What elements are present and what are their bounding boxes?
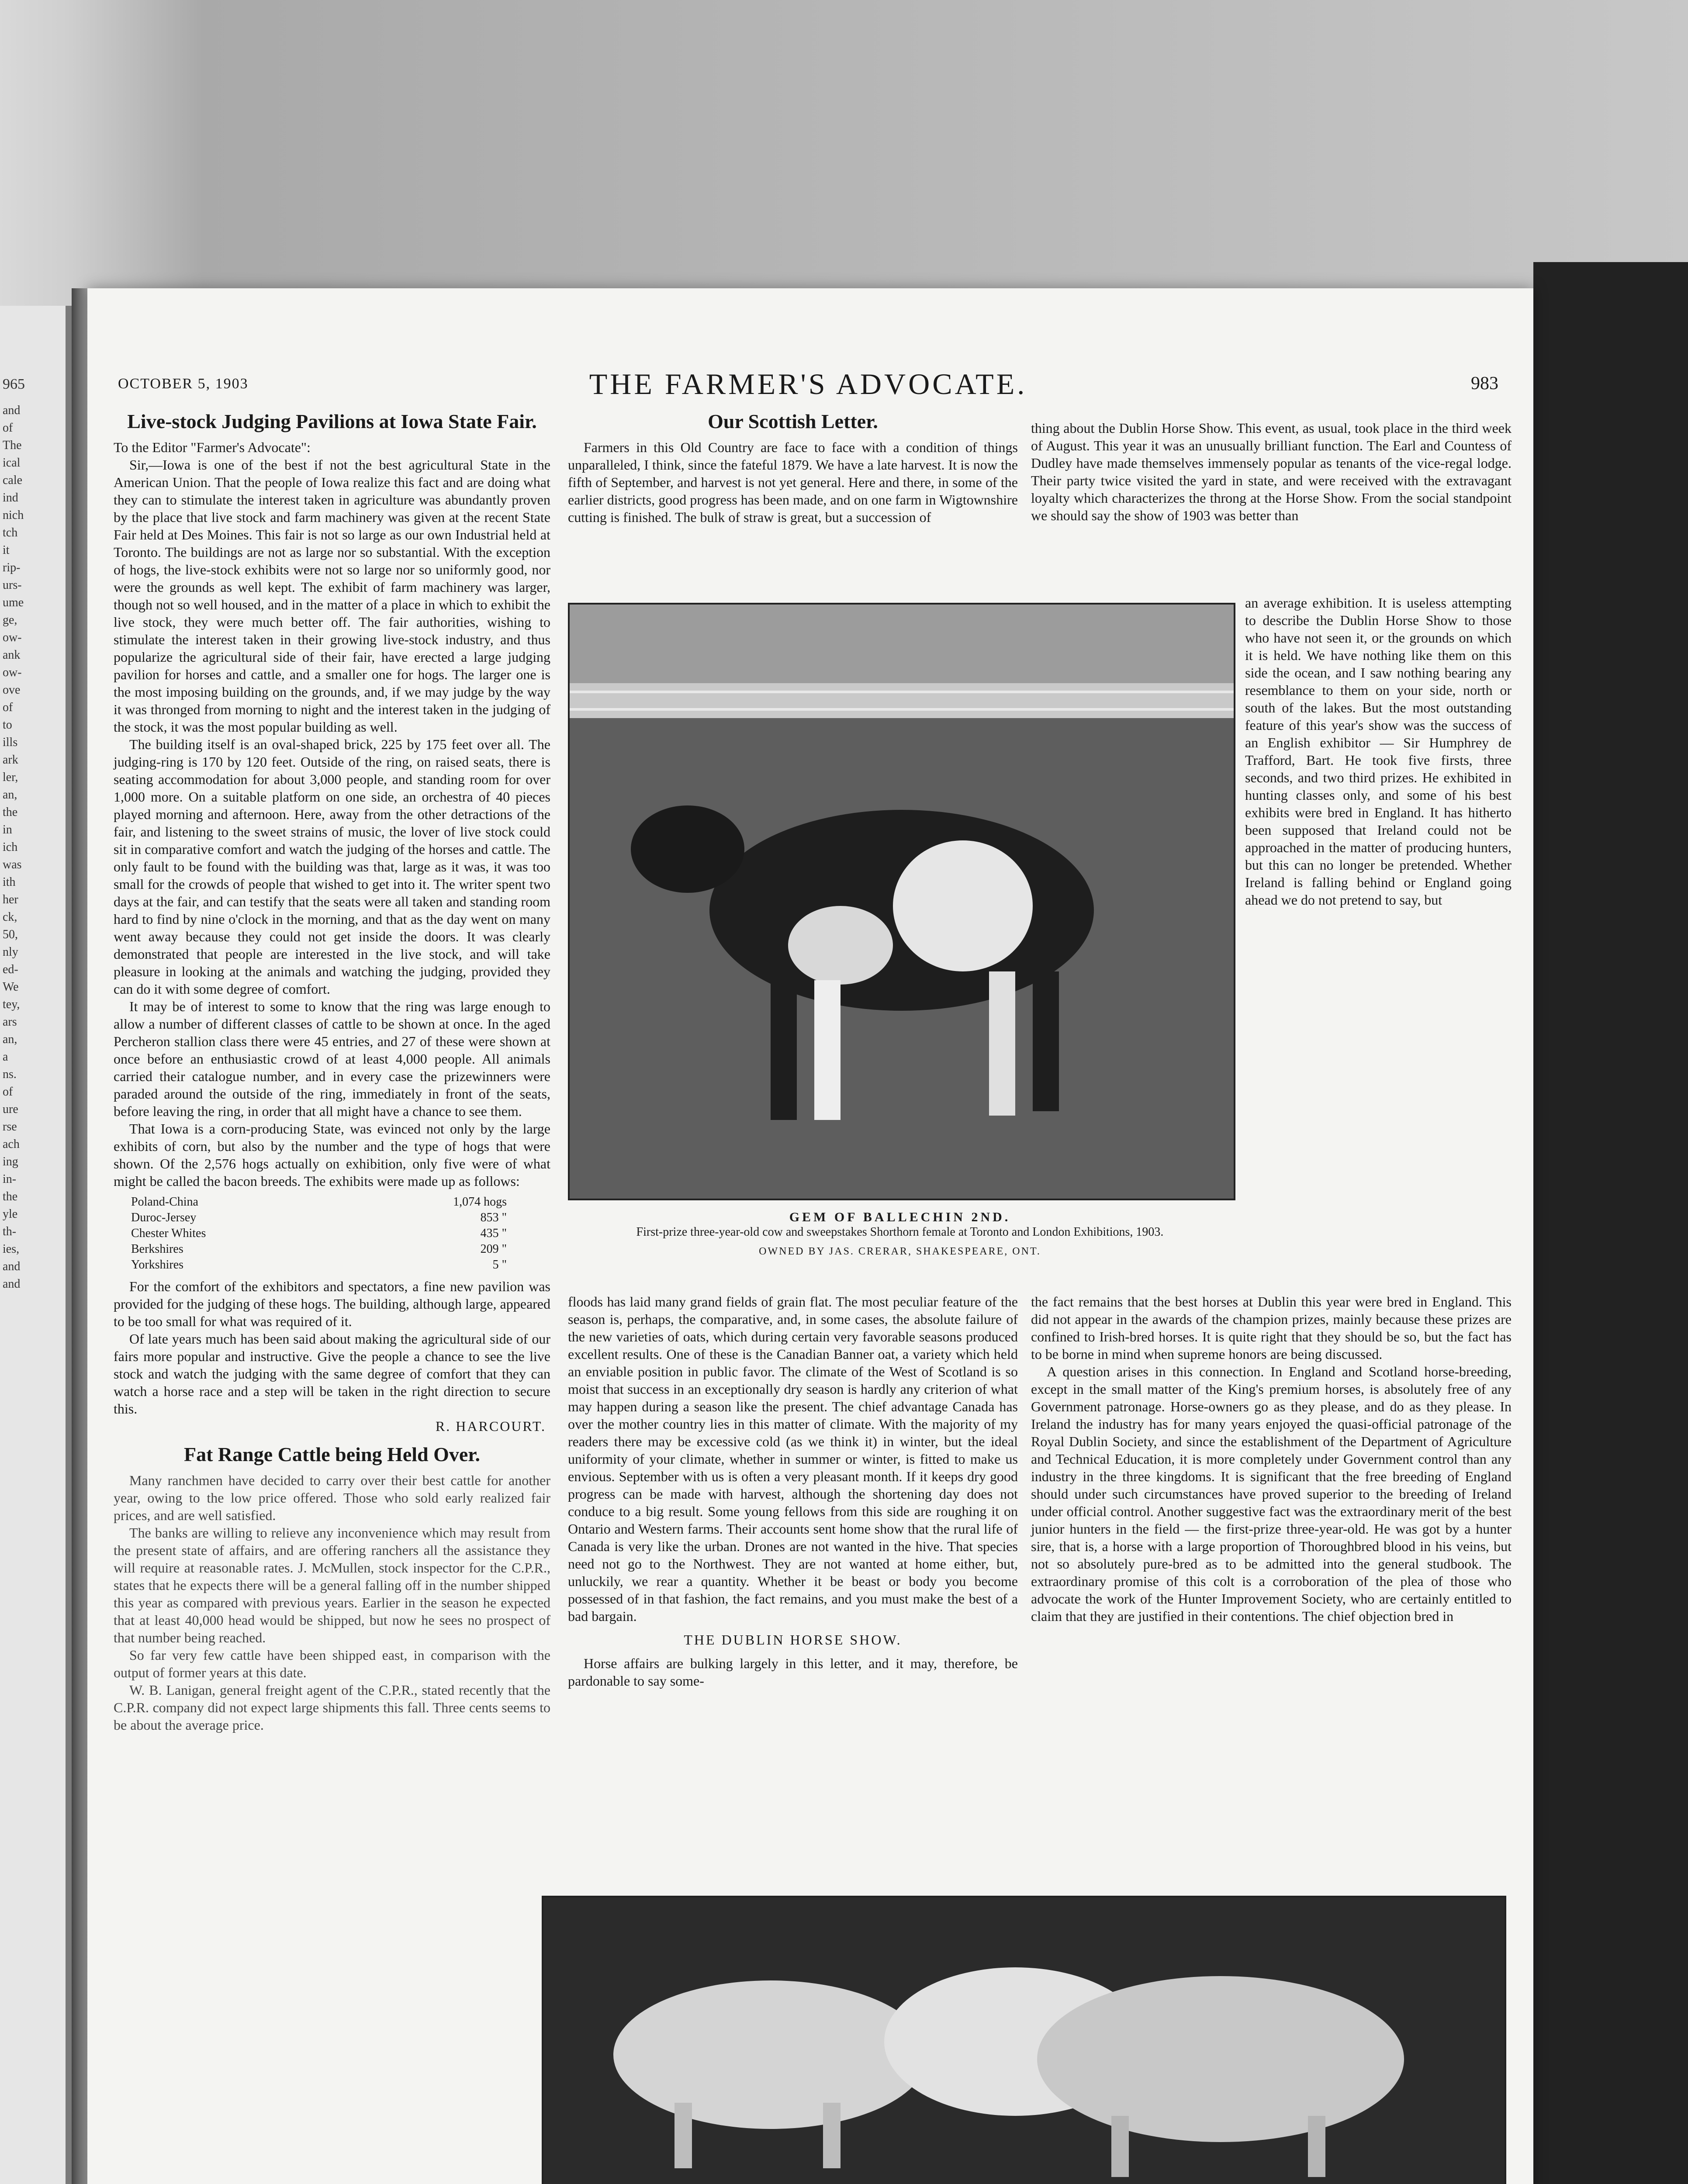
headline-iowa: Live-stock Judging Pavilions at Iowa State Fair.: [127, 410, 537, 432]
facing-page-fragment: ark: [3, 753, 18, 767]
hog-exhibit-table: [131, 1194, 507, 1273]
facing-page-fragment: ies,: [3, 1242, 20, 1256]
facing-page-fragment: 50,: [3, 928, 18, 941]
headline-range-cattle: Fat Range Cattle being Held Over.: [183, 1443, 480, 1465]
facing-page-fragment: in: [3, 823, 12, 836]
facing-page-fragment: The: [3, 439, 22, 452]
facing-page-fragment: ical: [3, 456, 21, 470]
facing-page-fragment: ow-: [3, 631, 22, 644]
facing-page-fragment: the: [3, 1190, 18, 1203]
facing-page-fragment: urs-: [3, 578, 22, 592]
page-number: 983: [1471, 373, 1498, 394]
range-paragraph-2: The banks are willing to relieve any inconvenience which may result from the present state of affairs, and are offering ranchers all the assistance they will require at reasonable rates. J. McMullen, stock inspector for the C.P.R., states that he expects there will be a general falling off in the number shipped this year as compared with previous years. Earlier in the season he expected that at least 40,000 head would be shipped, but now he sees no prospect of that number being reached.: [114, 1525, 550, 1645]
scottish-paragraph-2: floods has laid many grand fields of grain flat. The most peculiar feature of the season is, perhaps, the comparative, and, in some cases, the absolute failure of the new varieties of oats, which during certain very favorable seasons produced excellent results. One of these is the Canadian Banner oat, a variety which held an enviable position in public favor. The climate of the West of Scotland is so moist that success in an exceptionally dry season is hardly any criterion of what may happen during a season like the present. The chief advantage Canada has over the mother country lies in this matter of climate. With the majority of my readers there may be excessive cold (as we think it) in winter, but the ideal uniformity of your climate, whether in summer or winter, is fitted to make us envious. September with us is often a very pleasant month. If it keeps dry good progress can be made with harvest, although the shortening day does not conduce to a big result. Some young fellows from this side are roughing it on Ontario and Western farms. Their accounts sent home show that the rural life of Canada is very like the urban. Drones are not wanted in the hive. That species need not go to the Northwest. They are not wanted at home either, but, unluckily, we rear a quantity. Whether it be beast or body you become possessed of in that fashion, the fact remains, and you must make the best of a bad bargain.: [568, 1294, 1018, 1624]
facing-page-fragment: was: [3, 858, 22, 871]
cow-photo-owner: OWNED BY JAS. CRERAR, SHAKESPEARE, ONT.: [759, 1246, 1041, 1257]
scottish-paragraph-3: Horse affairs are bulking largely in this letter, and it may, therefore, be pardonable to say some-: [568, 1655, 1018, 1689]
dark-margin: [1533, 262, 1688, 2184]
iowa-paragraph-1: Sir,—Iowa is one of the best if not the best agricultural State in the American Union. That the people of Iowa realize this fact and are doing what they can to stimulate the interest taken in agriculture was abundantly proven by the place that live stock and farm machinery was given at the recent State Fair held at Des Moines. This fair is not so large as our own Industrial held at Toronto. The buildings are not as large nor so substantial. With the exception of hogs, the live-stock exhibits were not so large nor so uniformly good, nor were the grounds as well kept. The exhibit of farm machinery was larger, though not so well housed, and in the matter of a place in which to exhibit the live stock, they were much better off. The fair authorities, wishing to stimulate the interest taken in their growing live-stock industry, and thus popularize the agricultural side of their fair, have erected a large judging pavilion for horses and cattle, and a smaller one for hogs. The larger one is the most imposing building on the grounds, and, if we may judge by the way it was thronged from morning to night and the interest taken in the judging of the stock, it was the most popular building as well.: [114, 457, 550, 735]
facing-page-fragment: ach: [3, 1137, 20, 1151]
facing-page-fragment: and: [3, 1277, 21, 1291]
cow-photo-illustration: [570, 605, 1234, 1199]
facing-page-fragment: ove: [3, 683, 21, 697]
table-row: [131, 1194, 507, 1210]
count-cell: 209 ": [480, 1242, 507, 1256]
facing-page-fragment: and: [3, 404, 21, 417]
breed-cell: Berkshires: [131, 1242, 183, 1256]
dublin-horse-show-subhead: THE DUBLIN HORSE SHOW.: [684, 1632, 902, 1648]
facing-page-fragment: of: [3, 421, 13, 435]
cow-caption: [568, 1210, 1232, 1258]
facing-page-fragment: ume: [3, 596, 24, 609]
facing-page-fragment: ars: [3, 1015, 17, 1029]
facing-page-fragment: yle: [3, 1207, 18, 1221]
book-spine: [72, 288, 89, 2184]
facing-page-fragment: a: [3, 1050, 8, 1064]
dublin-paragraph-1: thing about the Dublin Horse Show. This event, as usual, took place in the third week of August. This year it was an unusually brilliant function. The Earl and Countess of Dudley have made themselves immensely popular as tenants of the vice-regal lodge. Their party twice visited the yard in state, and were received with the extravagant loyalty which characterizes the throng at the Horse Show. From the social standpoint we should say the show of 1903 was better than: [1031, 420, 1512, 523]
column-2-mid: [568, 1293, 1018, 1690]
iowa-paragraph-4: That Iowa is a corn-producing State, was evinced not only by the large exhibits of corn, but also by the number and the type of hogs that were shown. Of the 2,576 hogs actually on exhibition, only five were of what might be called the bacon breeds. The exhibits were made up as follows:: [114, 1121, 550, 1189]
column-3-narrow: [1245, 594, 1512, 909]
facing-page-fragment: in-: [3, 1172, 17, 1186]
facing-page-fragment: ck,: [3, 910, 17, 924]
facing-page-fragment: the: [3, 805, 18, 819]
facing-page-number: 965: [3, 376, 25, 392]
facing-page-fragment: cale: [3, 473, 23, 487]
facing-page-fragment: ind: [3, 491, 18, 505]
count-cell: 853 ": [480, 1211, 507, 1224]
page-header: [118, 367, 1498, 402]
facing-page-fragment: ills: [3, 736, 18, 749]
range-paragraph-1: Many ranchmen have decided to carry over their best cattle for another year, owing to the low price offered. Those who sold early realized fair prices, and are well satisfied.: [114, 1472, 550, 1523]
pigs-photograph: [542, 1896, 1506, 2184]
dublin-paragraph-2: an average exhibition. It is useless attempting to describe the Dublin Horse Show to those who have not seen it, or the grounds on which it is held. We have nothing like them on this side the ocean, and I saw nothing bearing any resemblance to them on your side, north or south of the lakes. But the most outstanding feature of this year's show was the success of an English exhibitor — Sir Humphrey de Trafford, Bart. He took five firsts, three seconds, and two third prizes. He exhibited in hunting classes only, and some of his best exhibits were bred in England. It has hitherto been supposed that Ireland could not be approached in the matter of producing hunters, but this can no longer be pretended. Whether Ireland is falling behind or England going ahead we do not pretend to say, but: [1245, 595, 1512, 908]
scottish-paragraph-1: Farmers in this Old Country are face to face with a condition of things unparalleled, I think, since the fateful 1879. We have a late harvest. It is now the fifth of September, and harvest is not yet general. Here and there, in some of the earlier districts, good progress has been made, and on one farm in Wigtownshire cutting is finished. The bulk of straw is great, but a succession of: [568, 439, 1018, 525]
facing-page-fragment: ow-: [3, 666, 22, 679]
breed-cell: Poland-China: [131, 1195, 198, 1209]
facing-page-fragment: to: [3, 718, 12, 732]
facing-page-fragment: rip-: [3, 561, 21, 574]
column-1: [114, 411, 550, 1734]
facing-page-fragment: ith: [3, 875, 16, 889]
table-row: [131, 1241, 507, 1257]
breed-cell: Chester Whites: [131, 1227, 206, 1240]
facing-page-fragment: ich: [3, 840, 18, 854]
column-3-top: [1031, 419, 1512, 524]
table-row: [131, 1226, 507, 1241]
table-row: [131, 1257, 507, 1273]
pigs-photo-illustration: [543, 1897, 1505, 2184]
facing-page-fragment: ing: [3, 1155, 18, 1168]
iowa-paragraph-3: It may be of interest to some to know that the ring was large enough to allow a number of different classes of cattle to be shown at once. In the aged Percheron stallion class there were 45 entries, and 27 of these were shown at once before an enthusiastic crowd of at least 4,000 people. All animals carried their catalogue number, and in every case the prizewinners were paraded around the outside of the ring, immediately in front of the seats, before leaving the ring, in order that all might have a chance to see them.: [114, 999, 550, 1119]
newspaper-page: [87, 288, 1533, 2184]
range-paragraph-4: W. B. Lanigan, general freight agent of the C.P.R., stated recently that the C.P.R. company did not expect large shipments this fall. Three cents seems to be about the average price.: [114, 1682, 550, 1733]
facing-page-fragment: ler,: [3, 771, 18, 784]
iowa-paragraph-2: The building itself is an oval-shaped brick, 225 by 175 feet over all. The judging-ring is 170 by 120 feet. Outside of the ring, on raised seats, there is seating accommodation for about 3,000 people, and standing room for over 1,000 more. On a suitable platform on one side, an orchestra of 40 pieces played morning and afternoon. Here, away from the other detractions of the fair, and listening to the sweet strains of music, the lover of live stock could sit in comparative comfort and watch the judging of the horses and cattle. The only fault to be found with the building was that, large as it was, it was too small for the crowds of people that wished to get into it. The writer spent two days at the fair, and can testify that the seats were all taken and standing room hard to find by nine o'clock in the morning, and that as the day went on many went away because they could not get inside the doors. It was clearly demonstrated that people are interested in the live stock, and will take pleasure in looking at the animals and watching the judging, provided they can do it with some degree of comfort.: [114, 736, 550, 997]
facing-page-fragment: nly: [3, 945, 18, 959]
facing-page-fragment: rse: [3, 1120, 17, 1133]
headline-scottish-letter: Our Scottish Letter.: [708, 410, 878, 432]
facing-page-fragment: ank: [3, 648, 21, 662]
facing-page-fragment: an,: [3, 788, 17, 802]
cow-photo-title: GEM OF BALLECHIN 2ND.: [789, 1210, 1011, 1224]
column-2-top: [568, 411, 1018, 526]
facing-page-fragment: tch: [3, 526, 18, 539]
facing-page-fragment: and: [3, 1260, 21, 1273]
iowa-paragraph-5: For the comfort of the exhibitors and spectators, a fine new pavilion was provided for the judging of these hogs. The building, although large, appeared to be too small for what was required of it.: [114, 1279, 550, 1329]
dublin-paragraph-3: the fact remains that the best horses at Dublin this year were bred in England. This did not appear in the awards of the champion prizes, mainly because these prizes are confined to Irish-bred horses. It is quite right that they should be so, but the fact has to be borne in mind when supreme honors are being discussed.: [1031, 1294, 1512, 1362]
facing-page-edge: [0, 306, 72, 2184]
iowa-paragraph-6: Of late years much has been said about making the agricultural side of our fairs more popular and instructive. Give the people a chance to see the live stock and watch the judging with the same degree of comfort that they can watch a horse race and a step will be taken in the right direction to secure this.: [114, 1331, 550, 1417]
facing-page-fragment: it: [3, 543, 10, 557]
breed-cell: Yorkshires: [131, 1258, 184, 1272]
count-cell: 435 ": [480, 1227, 507, 1240]
facing-page-fragment: nich: [3, 508, 24, 522]
table-row: [131, 1210, 507, 1226]
facing-page-fragment: We: [3, 980, 19, 994]
facing-page-fragment: ge,: [3, 613, 17, 627]
facing-page-fragment: of: [3, 701, 13, 714]
facing-page-fragment: tey,: [3, 998, 20, 1011]
masthead-title: THE FARMER'S ADVOCATE.: [589, 367, 1027, 401]
facing-page-fragment: ure: [3, 1102, 18, 1116]
facing-page-fragment: ns.: [3, 1068, 17, 1081]
range-article-body: [114, 1472, 550, 1734]
cow-photograph: [568, 603, 1235, 1200]
facing-page-fragments: [0, 402, 66, 1293]
salutation: To the Editor "Farmer's Advocate":: [114, 439, 311, 455]
breed-cell: Duroc-Jersey: [131, 1211, 197, 1224]
facing-page-fragment: of: [3, 1085, 13, 1099]
issue-date: OCTOBER 5, 1903: [118, 376, 249, 392]
signature: R. HARCOURT.: [435, 1418, 546, 1434]
range-paragraph-3: So far very few cattle have been shipped east, in comparison with the output of former years at this date.: [114, 1647, 550, 1680]
facing-page-fragment: ed-: [3, 963, 18, 976]
facing-page-fragment: an,: [3, 1033, 17, 1046]
count-cell: 1,074 hogs: [453, 1195, 507, 1209]
facing-page-fragment: her: [3, 893, 18, 906]
cow-photo-caption: First-prize three-year-old cow and sweepstakes Shorthorn female at Toronto and London Exhibitions, 1903.: [636, 1225, 1164, 1239]
count-cell: 5 ": [492, 1258, 507, 1272]
facing-page-fragment: th-: [3, 1225, 17, 1238]
column-3-mid: [1031, 1293, 1512, 1625]
dublin-paragraph-4: A question arises in this connection. In England and Scotland horse-breeding, except in the small matter of the King's premium horses, is absolutely free of any Government patronage. Horse-owners go as they please, and do as they please. In Ireland the industry has for many years enjoyed the quasi-official patronage of the Royal Dublin Society, and since the establishment of the Department of Agriculture and Technical Education, it is more completely under Government control than any industry in the three kingdoms. It is significant that the free breeding of England should under such circumstances have proved superior to the breeding of Ireland under official control. Another suggestive fact was the extraordinary merit of the best junior hunters in the field — the first-prize three-year-old. He was got by a hunter sire, that is, a horse with a large proportion of Thoroughbred blood in his veins, but not so absolutely pure-bred as to be admitted into the general studbook. The extraordinary promise of this colt is a corroboration of the plea of those who advocate the work of the Hunter Improvement Society, who are certainly entitled to claim that they are justified in their contentions. The chief objection bred in: [1031, 1364, 1512, 1624]
